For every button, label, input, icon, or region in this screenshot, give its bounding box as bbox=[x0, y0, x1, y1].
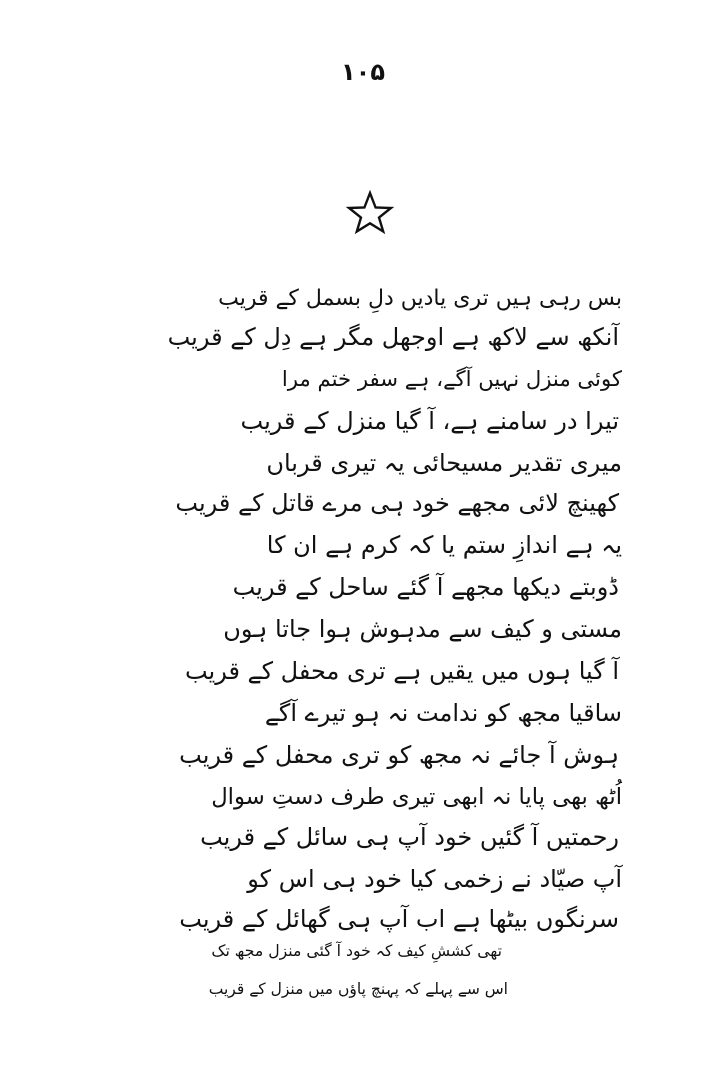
poem-ghazal bbox=[0, 284, 726, 1004]
verse-line: ڈوبتے دیکھا مجھے آ گئے ساحل کے قریب bbox=[232, 573, 619, 601]
page-number: ۱۰۵ bbox=[341, 58, 385, 86]
verse-line: ہوش آ جائے نہ مجھ کو تری محفل کے قریب bbox=[179, 741, 619, 769]
verse-line: یہ ہے اندازِ ستم یا کہ کرم ہے ان کا bbox=[266, 531, 622, 559]
star-outline-icon bbox=[345, 190, 395, 234]
verse-line: مستی و کیف سے مدہوش ہوا جاتا ہوں bbox=[223, 615, 622, 643]
verse-line: ساقیا مجھ کو ندامت نہ ہو تیرے آگے bbox=[264, 699, 622, 727]
verse-line: میری تقدیر مسیحائی یہ تیری قرباں bbox=[266, 449, 622, 477]
verse-line: تیرا در سامنے ہے، آ گیا منزل کے قریب bbox=[240, 407, 619, 435]
verse-line: کوئی منزل نہیں آگے، ہے سفر ختم مرا bbox=[281, 366, 622, 391]
verse-line: آ گیا ہوں میں یقیں ہے تری محفل کے قریب bbox=[184, 657, 619, 685]
verse-line: آپ صیّاد نے زخمی کیا خود ہی اس کو bbox=[247, 865, 622, 893]
verse-line: تھی کششِ کیف کہ خود آ گئی منزل مجھ تک bbox=[211, 941, 502, 960]
verse-line: اس سے پہلے کہ پہنچ پاؤں میں منزل کے قریب bbox=[208, 980, 508, 998]
verse-line: سرنگوں بیٹھا ہے اب آپ ہی گھائل کے قریب bbox=[179, 905, 619, 933]
verse-line: رحمتیں آ گئیں خود آپ ہی سائل کے قریب bbox=[200, 823, 619, 851]
verse-line: آنکھ سے لاکھ ہے اوجھل مگر ہے دِل کے قریب bbox=[167, 323, 619, 351]
verse-line: اُٹھ بھی پایا نہ ابھی تیری طرف دستِ سوال bbox=[211, 784, 622, 810]
verse-line: کھینچ لائی مجھے خود ہی مرے قاتل کے قریب bbox=[175, 489, 619, 517]
verse-line: بس رہی ہیں تری یادیں دلِ بسمل کے قریب bbox=[218, 286, 622, 311]
